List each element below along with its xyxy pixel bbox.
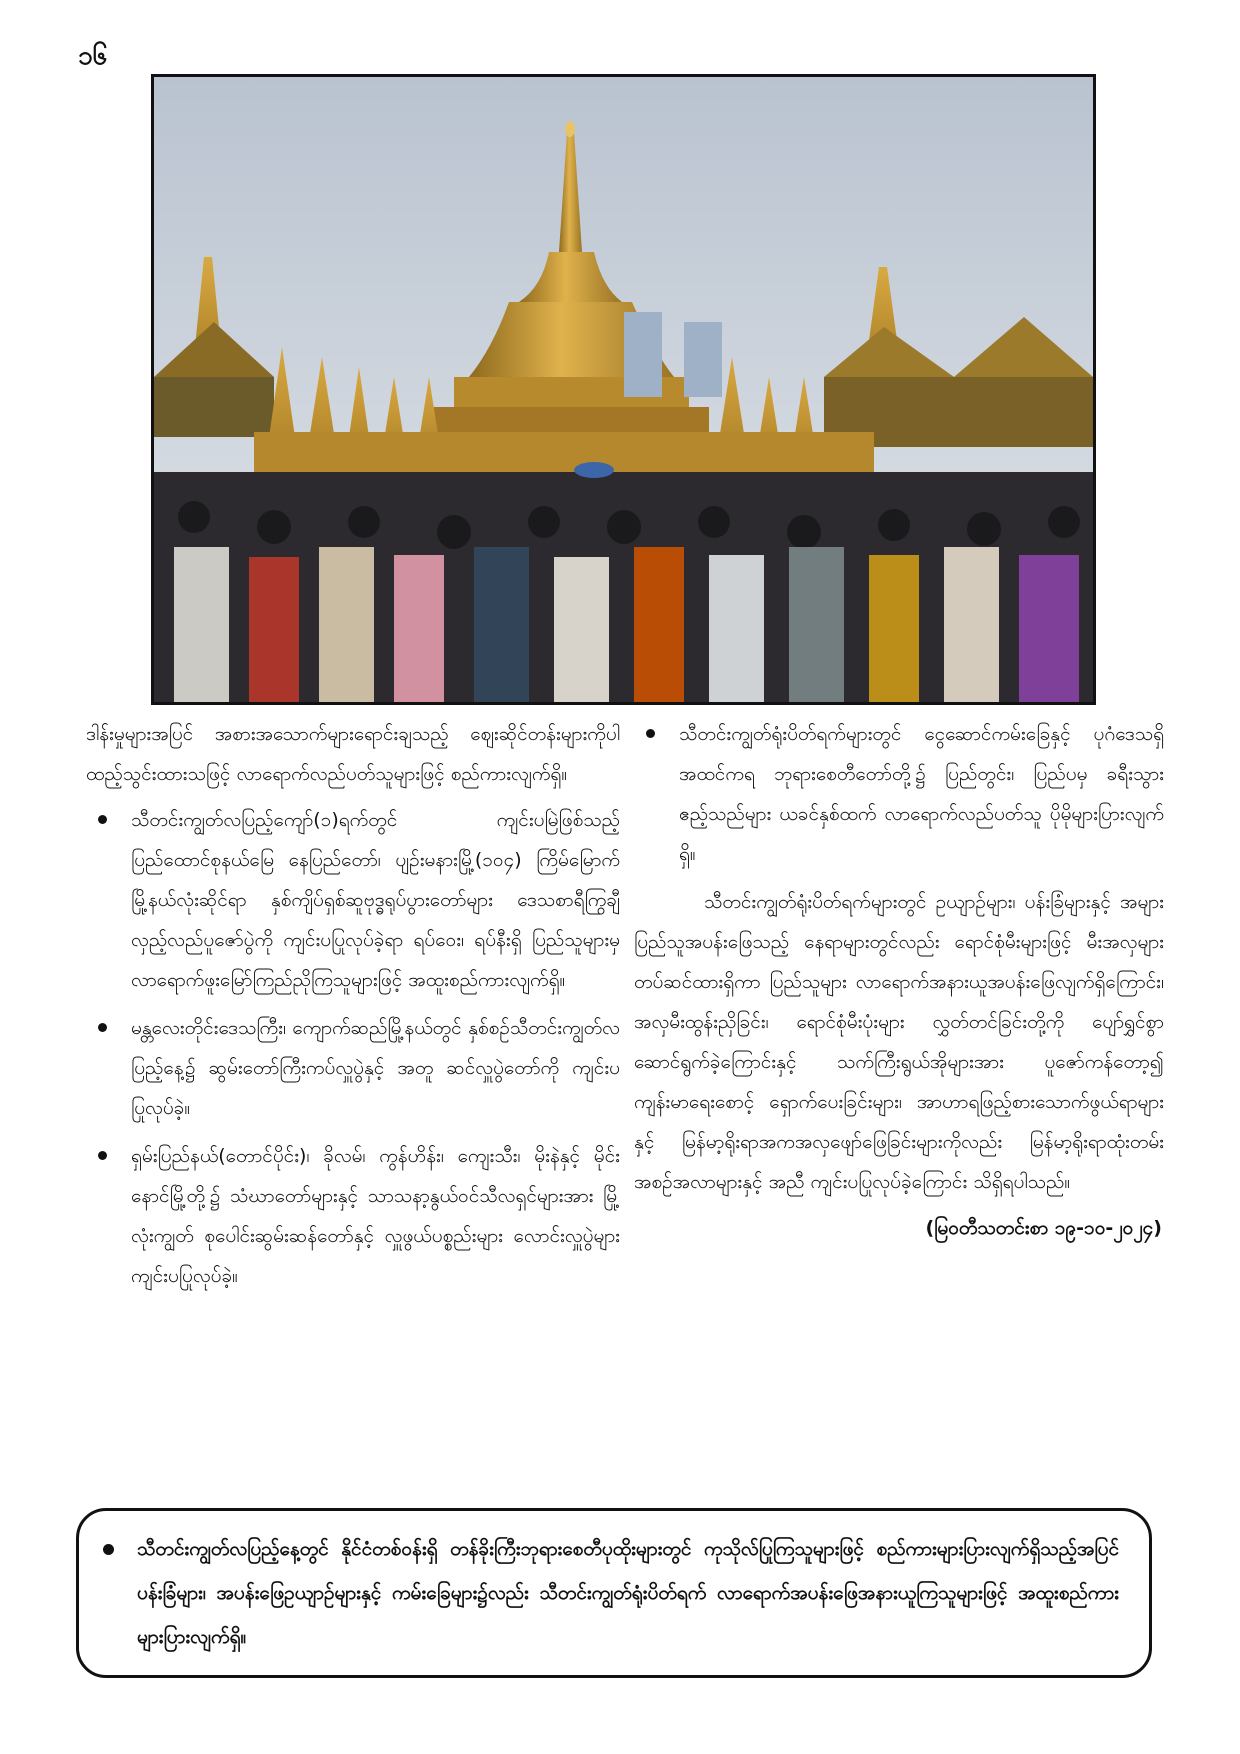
bullet-icon <box>98 815 107 824</box>
bullet-icon <box>646 729 655 738</box>
left-column <box>86 714 620 1304</box>
summary-callout <box>76 1508 1152 1678</box>
bullet-text: သီတင်းကျွတ်လပြည့်ကျော်(၁)ရက်တွင် ကျင်းပမြဲဖြစ်သည့် ပြည်ထောင်စုနယ်မြေ နေပြည်တော်၊ ပျဉ်းမနားမြို့(၁၀၄) ကြိမ်မြောက်မြို့နယ်လုံးဆိုင်ရာ နှစ်ကျိပ်ရှစ်ဆူဗုဒ္ဓရုပ်ပွားတော်များ ဒေသစာရီကြွချီလှည့်လည်ပူဇော်ပွဲကို ကျင်းပပြုလုပ်ခဲ့ရာ ရပ်ဝေး၊ ရပ်နီးရှိ ပြည်သူများမှ လာရောက်ဖူးမြော်ကြည်ညိုကြသူများဖြင့် အထူးစည်ကားလျက်ရှိ။ <box>131 809 620 991</box>
pagoda-photo <box>151 74 1096 705</box>
callout-item <box>97 1527 1119 1659</box>
right-column <box>634 714 1164 1248</box>
bullet-icon <box>98 1023 107 1032</box>
bullet-text: ရှမ်းပြည်နယ်(တောင်ပိုင်း)၊ ခိုလမ်၊ ကွန်ဟိန်း၊ ကျေးသီး၊ မိုးနဲနှင့် မိုင်းနောင်မြို့တို့၌ သံဃာတော်များနှင့် သာသနာ့နွယ်ဝင်သီလရှင်များအား မြို့လုံးကျွတ် စုပေါင်းဆွမ်းဆန်တော်နှင့် လှူဖွယ်ပစ္စည်းများ လောင်းလှူပွဲများ ကျင်းပပြုလုပ်ခဲ့။ <box>131 1145 620 1287</box>
source-citation: (မြဝတီသတင်းစာ ၁၉-၁၀-၂၀၂၄) <box>925 1217 1162 1239</box>
page-number: ၁၆ <box>78 41 108 71</box>
bullet-icon <box>98 1151 107 1160</box>
list-item <box>634 714 1164 874</box>
bullet-text: မန္တလေးတိုင်းဒေသကြီး၊ ကျောက်ဆည်မြို့နယ်တွင် နှစ်စဉ်သီတင်းကျွတ်လပြည့်နေ့၌ ဆွမ်းတော်ကြီးကပ်လှူပွဲနှင့် အတူ ဆင်လှူပွဲတော်ကို ကျင်းပပြုလုပ်ခဲ့။ <box>131 1017 620 1119</box>
bullet-icon <box>103 1544 114 1555</box>
list-item <box>86 1136 620 1296</box>
callout-text: သီတင်းကျွတ်လပြည့်နေ့တွင် နိုင်ငံတစ်ဝန်းရှိ တန်ခိုးကြီးဘုရားစေတီပုထိုးများတွင် ကုသိုလ်ပြုကြသူများဖြင့် စည်ကားများပြားလျက်ရှိသည့်အပြင် ပန်းခြံများ၊ အပန်းဖြေဥယျာဉ်များနှင့် ကမ်းခြေများ၌လည်း သီတင်းကျွတ်ရုံးပိတ်ရက် လာရောက်အပန်းဖြေအနားယူကြသူများဖြင့် အထူးစည်ကားများပြားလျက်ရှိ။ <box>137 1538 1119 1648</box>
list-item <box>86 1008 620 1128</box>
bullet-text: သီတင်းကျွတ်ရုံးပိတ်ရက်များတွင် ငွေဆောင်ကမ်းခြေနှင့် ပုဂံဒေသရှိ အထင်ကရ ဘုရားစေတီတော်တို့၌ ပြည်တွင်း၊ ပြည်ပမှ ခရီးသွားဧည့်သည်များ ယခင်နှစ်ထက် လာရောက်လည်ပတ်သူ ပိုမိုများပြားလျက်ရှိ။ <box>679 723 1164 865</box>
list-item <box>86 800 620 1000</box>
intro-paragraph: ဒါန်းမှုများအပြင် အစားအသောက်များရောင်းချသည့် ဈေးဆိုင်တန်းများကိုပါ ထည့်သွင်းထားသဖြင့် လာရောက်လည်ပတ်သူများဖြင့် စည်ကားလျက်ရှိ။ <box>86 723 620 785</box>
body-paragraph: သီတင်းကျွတ်ရုံးပိတ်ရက်များတွင် ဥယျာဉ်များ၊ ပန်းခြံများနှင့် အများပြည်သူအပန်းဖြေသည့် နေရာများတွင်လည်း ရောင်စုံမီးများဖြင့် မီးအလှများ တပ်ဆင်ထားရှိကာ ပြည်သူများ လာရောက်အနားယူအပန်းဖြေလျက်ရှိကြောင်း၊ အလှမီးထွန်းညှိခြင်း၊ ရောင်စုံမီးပုံးများ လွှတ်တင်ခြင်းတို့ကို ပျော်ရွှင်စွာဆောင်ရွက်ခဲ့ကြောင်းနှင့် သက်ကြီးရွယ်အိုများအား ပူဇော်ကန်တော့၍ ကျန်းမာရေးစောင့် ရှောက်ပေးခြင်းများ၊ အာဟာရဖြည့်စားသောက်ဖွယ်ရာများနှင့် မြန်မာ့ရိုးရာအကအလှဖျော်ဖြေခြင်းများကိုလည်း မြန်မာ့ရိုးရာထုံးတမ်းအစဉ်အလာများနှင့် အညီ ကျင်းပပြုလုပ်ခဲ့ကြောင်း သိရှိရပါသည်။ <box>634 891 1164 1193</box>
